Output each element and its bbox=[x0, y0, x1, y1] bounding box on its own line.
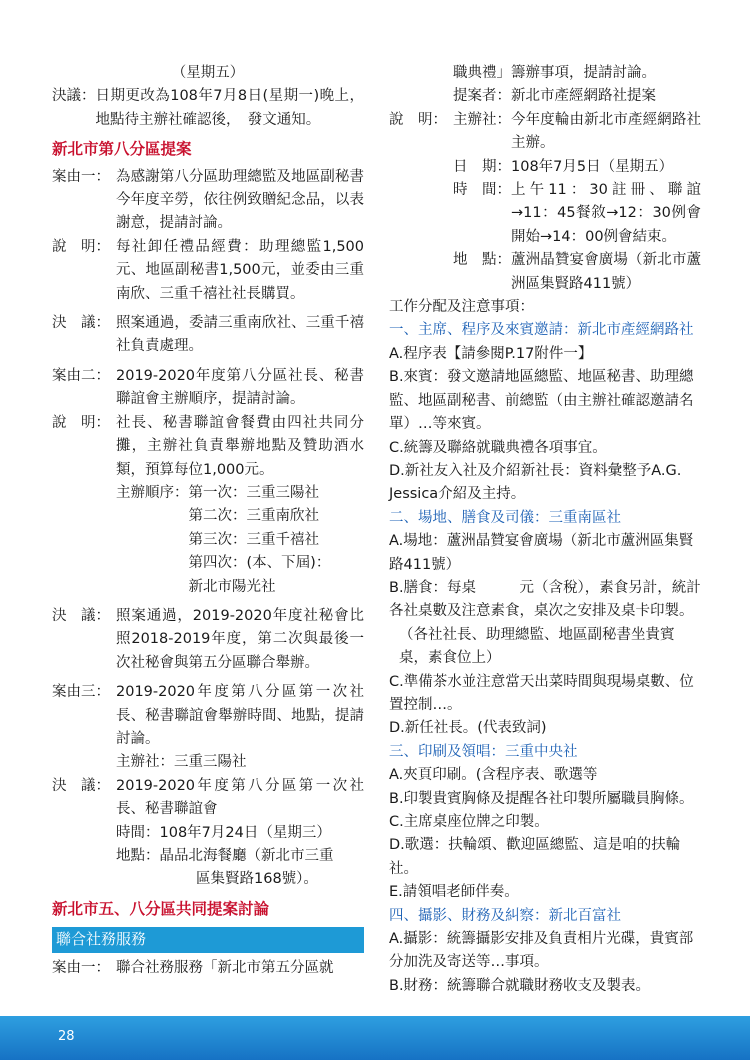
case1-resolution bbox=[52, 312, 364, 359]
explanation-label: 說 明： bbox=[52, 238, 110, 255]
event-place-label: 地 點： bbox=[453, 252, 511, 269]
district8-heading: 新北市第八分區提案 bbox=[52, 140, 192, 159]
section2-meals: B.膳食：每桌 元（含稅），素食另計，統計各社桌數及注意素食，桌次之安排及桌卡印製。 bbox=[389, 579, 701, 620]
host-club-text: 今年度輪由新北市產經網路社主辦。 bbox=[511, 111, 701, 152]
case1-label: 案由一： bbox=[52, 168, 110, 185]
explanation-label: 說 明： bbox=[52, 414, 110, 431]
resolution-label: 決 議： bbox=[52, 777, 110, 794]
section3-heading: 三、印刷及領唱：三重中央社 bbox=[389, 743, 578, 760]
resolution-text: 照案通過，2019-2020年度社秘會比照2018-2019年度，第二次與最後一次社秘會與第五分區聯合舉辦。 bbox=[116, 607, 364, 671]
resolution-label: 決 議： bbox=[52, 607, 110, 624]
section1-item: B.來賓：發文邀請地區總監、地區秘書、助理總監、地區副秘書、前總監（由主辦社確認邀請名單）…等來賓。 bbox=[389, 369, 694, 433]
explanation-label: 說 明： bbox=[389, 111, 447, 128]
case1 bbox=[52, 166, 364, 236]
host-order-item: 第一次：三重三陽社 bbox=[188, 484, 319, 501]
joint-case1-text: 聯合社務服務「新北市第五分區就 bbox=[116, 959, 334, 976]
section3-item: C.主席桌座位牌之印製。 bbox=[389, 814, 549, 830]
section3-item: D.歌選：扶輪頌、歡迎區總監、這是咱的扶輪社。 bbox=[389, 837, 681, 877]
host-order-item: 第四次：(本、下屆)： bbox=[188, 555, 331, 572]
section2-new-president: D.新任社長。(代表致詞) bbox=[389, 720, 547, 737]
event-date bbox=[453, 156, 701, 179]
case3-text: 2019-2020年度第八分區第一次社長、秘書聯誼會舉辦時間、地點，提請討論。 bbox=[116, 684, 364, 747]
section3-item: A.夾頁印刷。(含程序表、歌選等 bbox=[389, 767, 598, 784]
section2-tea: C.準備茶水並注意當天出菜時間與現場桌數、位置控制…。 bbox=[389, 673, 694, 713]
case3-time: 時間：108年7月24日（星期三） bbox=[116, 824, 331, 841]
left-column bbox=[52, 62, 364, 980]
section1-item: A.程序表【請參閱P.17附件一】 bbox=[389, 345, 593, 362]
event-time-text: 上午11：30註冊、聯誼→11：45餐敘→12：30例會開始→14：00例會結束。 bbox=[511, 182, 701, 245]
case2-resolution bbox=[52, 605, 364, 675]
resolution-text: 2019-2020年度第八分區第一次社長、秘書聯誼會 bbox=[116, 777, 364, 818]
section2-note: （各社社長、助理總監、地區副秘書坐貴賓桌，素食位上） bbox=[399, 626, 675, 667]
weekday-note: （星期五） bbox=[171, 65, 245, 81]
resolution-text: 照案通過，委請三重南欣社、三重千禧社負責處理。 bbox=[116, 315, 364, 355]
host-order-item: 第三次：三重千禧社 bbox=[188, 531, 319, 548]
explanation-text: 每社卸任禮品經費：助理總監1,500元、地區副秘書1,500元，並委由三重南欣、三重千禧社社長購買。 bbox=[116, 238, 364, 302]
case3-label: 案由三： bbox=[52, 684, 110, 701]
footer-band bbox=[0, 1016, 750, 1060]
event-place-text: 蘆洲晶贊宴會廣場（新北市蘆洲區集賢路411號） bbox=[511, 252, 701, 292]
explanation bbox=[389, 109, 701, 296]
section4-item: A.攝影：統籌攝影安排及負責相片光碟，貴賓部分加洗及寄送等…事項。 bbox=[389, 931, 694, 971]
section4-item: B.財務：統籌聯合就職財務收支及製表。 bbox=[389, 977, 651, 994]
joint-case1-label: 案由一： bbox=[52, 959, 110, 976]
case3-place: 地點：晶品北海餐廳（新北市三重 bbox=[116, 848, 334, 864]
section2-venue: A.場地：蘆洲晶贊宴會廣場（新北市蘆洲區集賢路411號） bbox=[389, 533, 694, 573]
event-place bbox=[453, 249, 701, 296]
work-assignment-title: 工作分配及注意事項： bbox=[389, 299, 534, 316]
section1-heading: 一、主席、程序及來賓邀請：新北市產經網路社 bbox=[389, 322, 694, 339]
case3-host: 主辦社：三重三陽社 bbox=[116, 754, 247, 771]
proposer: 提案者：新北市產經網路社提案 bbox=[453, 88, 656, 105]
event-date-label: 日 期： bbox=[453, 158, 511, 175]
case3 bbox=[52, 681, 364, 751]
joint-proposal-heading: 新北市五、八分區共同提案討論 bbox=[52, 899, 270, 918]
host-order-item: 第二次：三重南欣社 bbox=[188, 508, 319, 525]
section1-item: D.新社友入社及介紹新社長：資料彙整予A.G. Jessica介紹及主持。 bbox=[389, 462, 682, 503]
section3-item: E.請領唱老師伴奏。 bbox=[389, 884, 519, 901]
joint-case1 bbox=[52, 957, 364, 980]
event-time-label: 時 間： bbox=[453, 182, 511, 199]
resolution-text: 日期更改為108年7月8日(星期一)晚上，地點待主辦社確認後， 發文通知。 bbox=[95, 88, 364, 128]
case3-resolution bbox=[52, 775, 364, 822]
case2-text: 2019-2020年度第八分區社長、秘書聯誼會主辦順序，提請討論。 bbox=[116, 367, 364, 408]
explanation-text: 社長、秘書聯誼會餐費由四社共同分攤，主辦社負責舉辦地點及贊助酒水類，預算每位1,000元。 bbox=[116, 414, 364, 478]
case2 bbox=[52, 365, 364, 412]
host-order bbox=[52, 482, 364, 599]
host-order-list bbox=[189, 482, 365, 599]
event-time bbox=[453, 179, 701, 249]
host-club bbox=[453, 109, 701, 156]
case1-text: 為感謝第八分區助理總監及地區副秘書今年度辛勞，依往例致贈紀念品，以表謝意，提請討論。 bbox=[116, 168, 364, 232]
case2-explanation bbox=[52, 412, 364, 482]
case1-explanation bbox=[52, 236, 364, 306]
section-banner: 聯合社務服務 bbox=[52, 927, 364, 952]
explanation-body bbox=[453, 109, 701, 296]
right-column bbox=[389, 62, 701, 998]
resolution-date-change bbox=[52, 85, 364, 132]
page-number: 28 bbox=[58, 1029, 75, 1044]
host-club-label: 主辦社： bbox=[453, 111, 511, 128]
section4-heading: 四、攝影、財務及糾察：新北百富社 bbox=[389, 907, 621, 924]
case2-label: 案由二： bbox=[52, 367, 110, 384]
section2-heading: 二、場地、膳食及司儀：三重南區社 bbox=[389, 509, 621, 526]
host-order-item-tail: 新北市陽光社 bbox=[188, 578, 276, 595]
section1-item: C.統籌及聯絡就職典禮各項事宜。 bbox=[389, 439, 607, 456]
section3-item: B.印製貴賓胸條及提醒各社印製所屬職員胸條。 bbox=[389, 790, 694, 807]
case3-place-tail: 區集賢路168號）。 bbox=[196, 871, 318, 888]
resolution-label: 決 議： bbox=[52, 315, 110, 332]
continued-text: 職典禮」籌辦事項，提請討論。 bbox=[453, 65, 656, 81]
host-order-label: 主辦順序： bbox=[116, 484, 189, 501]
resolution-label: 決議： bbox=[52, 88, 96, 105]
event-date-text: 108年7月5日（星期五） bbox=[511, 158, 674, 175]
